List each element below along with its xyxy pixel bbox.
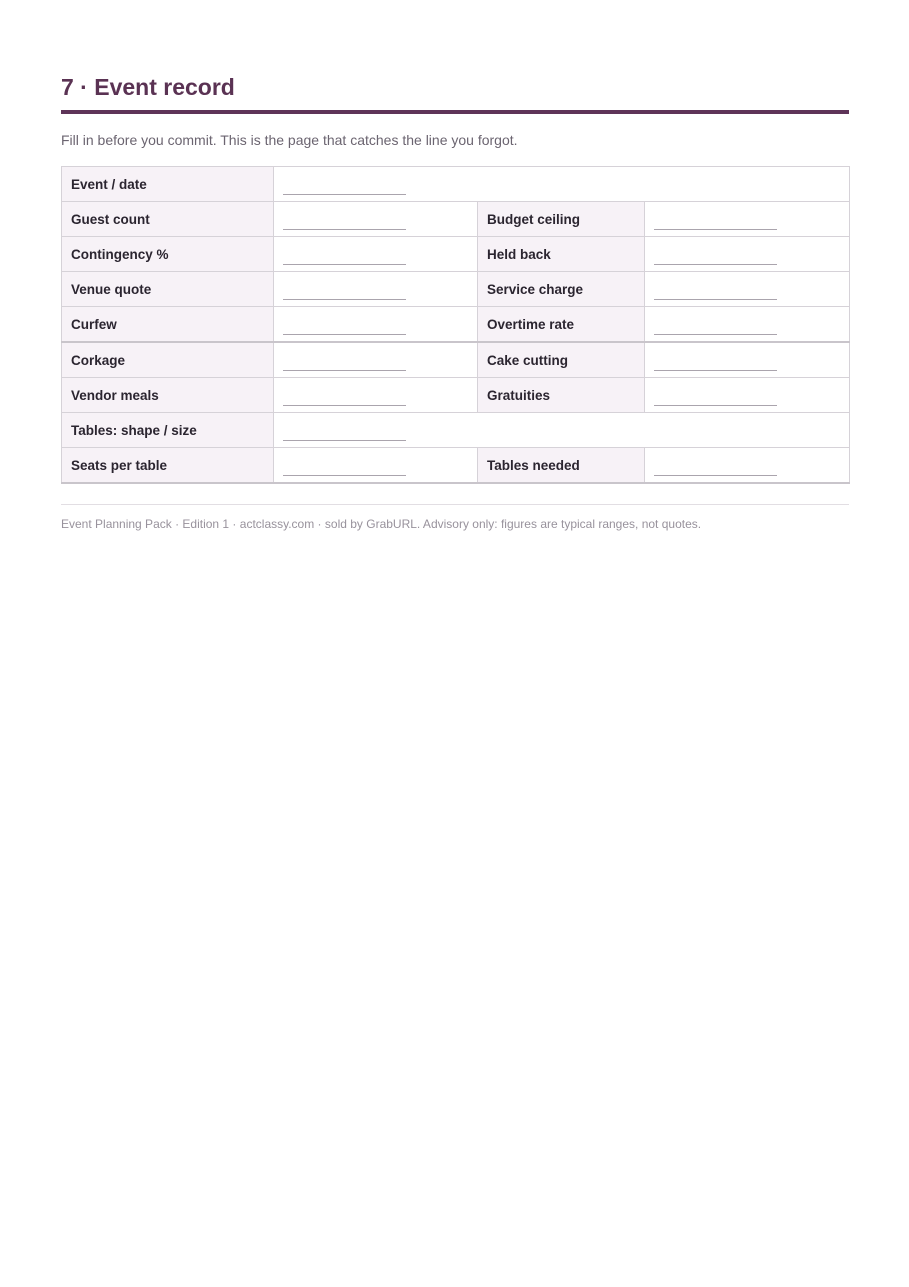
field-label: Service charge [478,272,645,307]
field-label: Held back [478,237,645,272]
field-label: Corkage [62,342,274,378]
table-row [62,237,850,272]
field-cell [274,237,478,272]
field-cell [274,342,478,378]
tables-shape-size-field[interactable] [283,426,406,441]
curfew-field[interactable] [283,320,406,335]
table-row [62,167,850,202]
field-cell [645,342,850,378]
field-label: Seats per table [62,448,274,484]
field-label: Tables needed [478,448,645,484]
field-label: Guest count [62,202,274,237]
budget-ceiling-field[interactable] [654,215,777,230]
field-cell [645,378,850,413]
title-divider [61,110,849,114]
seats-per-table-field[interactable] [283,461,406,476]
guest-count-field[interactable] [283,215,406,230]
page-footer: Event Planning Pack · Edition 1 · actclassy.com · sold by GrabURL. Advisory only: figures are typical ranges, not quotes. [61,517,702,531]
field-label: Cake cutting [478,342,645,378]
field-label: Overtime rate [478,307,645,343]
table-row [62,413,850,448]
gratuities-field[interactable] [654,391,777,406]
field-label: Venue quote [62,272,274,307]
intro-text: Fill in before you commit. This is the page that catches the line you forgot. [61,132,518,148]
field-label: Vendor meals [62,378,274,413]
field-cell [274,448,478,484]
field-label: Tables: shape / size [62,413,274,448]
table-row [62,202,850,237]
field-label: Curfew [62,307,274,343]
table-row [62,378,850,413]
field-cell [274,167,850,202]
field-cell [274,307,478,343]
corkage-field[interactable] [283,356,406,371]
overtime-rate-field[interactable] [654,320,777,335]
field-cell [274,202,478,237]
event-date-field[interactable] [283,180,406,195]
field-cell [645,272,850,307]
footer-divider [61,504,849,505]
field-cell [645,307,850,343]
field-cell [645,448,850,484]
table-row [62,342,850,378]
field-cell [645,237,850,272]
field-label: Event / date [62,167,274,202]
table-row [62,307,850,343]
service-charge-field[interactable] [654,285,777,300]
table-row [62,448,850,484]
cake-cutting-field[interactable] [654,356,777,371]
field-label: Budget ceiling [478,202,645,237]
venue-quote-field[interactable] [283,285,406,300]
held-back-field[interactable] [654,250,777,265]
vendor-meals-field[interactable] [283,391,406,406]
contingency-field[interactable] [283,250,406,265]
table-row [62,272,850,307]
field-cell [274,378,478,413]
page-title: 7 · Event record [61,74,235,100]
field-cell [274,413,850,448]
tables-needed-field[interactable] [654,461,777,476]
field-cell [645,202,850,237]
event-record-table [61,166,850,484]
field-label: Contingency % [62,237,274,272]
field-cell [274,272,478,307]
field-label: Gratuities [478,378,645,413]
